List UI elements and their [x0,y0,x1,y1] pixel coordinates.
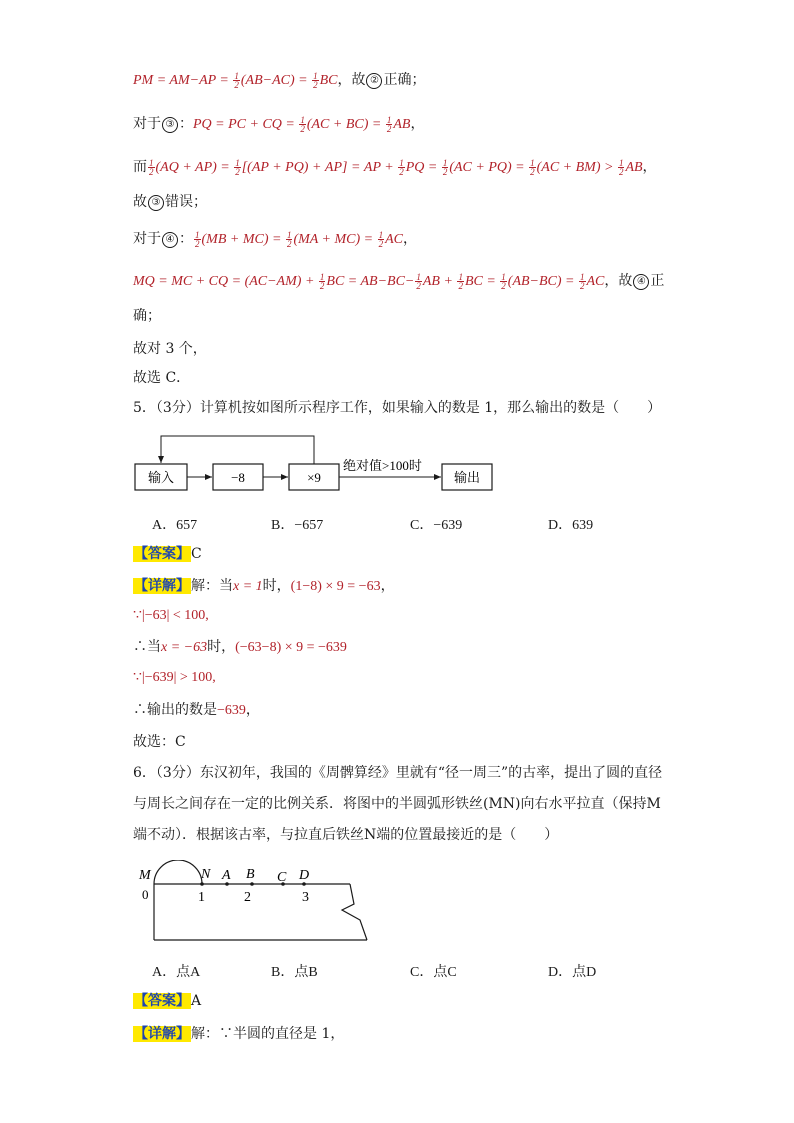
flow-input-label: 输入 [147,470,175,485]
svg-text:2: 2 [244,890,251,905]
circled-three: ③ [148,195,164,211]
q6-option-c: C．点C [410,965,457,980]
q5-answer: 【答案】C [134,546,202,562]
solution-line-3-intro: 对于 ③ ：PQ = PC + CQ = $\frac{1}{2}$ (AC + BC) = $\frac{1}{2}$ AB， [133,114,425,134]
q5-detail-line1: 【详解】解：当x = 1时，(1−8) × 9 = −63， [134,578,395,594]
q6-option-a: A．点A [152,965,201,980]
point-b [250,882,254,886]
q5-stem: 5．（3分）计算机按如图所示程序工作，如果输入的数是 1，那么输出的数是（ ） [133,400,662,416]
point-n [200,882,204,886]
circled-four: ④ [633,274,649,290]
svg-text:C: C [277,870,287,885]
q6-detail-line1: 【详解】解：∵半圆的直径是 1， [134,1026,345,1042]
solution-line-4-intro: 对于 ④ ： $\frac{1}{2}$ (MB + MC) = $\frac{1}{2}$ (MA + MC) = $\frac{1}{2}$ AC， [133,229,418,249]
svg-text:N: N [201,867,211,882]
svg-text:A: A [222,868,231,883]
svg-text:3: 3 [302,890,309,905]
svg-text:M: M [139,868,151,883]
answer-tag: 【答案】 [134,993,190,1009]
q5-option-b: B．−657 [271,518,324,533]
q6-stem-line1: 6．（3分）东汉初年，我国的《周髀算经》里就有“径一周三”的古率，提出了圆的直径 [133,765,663,781]
flow-minus8-label: −8 [231,470,245,485]
q5-option-c: C．−639 [410,518,463,533]
q6-answer: 【答案】A [134,993,202,1009]
solution-line-count: 故对 3 个， [133,341,207,357]
flow-condition-label: 绝对值>100时 [343,458,422,473]
solution-line-mq: MQ = MC + CQ = (AC−AM) + $\frac{1}{2}$ BC = AB−BC− $\frac{1}{2}$ AB + $\frac{1}{2}$ BC = $\frac{1}{2}$ (AB−BC) = $\frac{1}{2}$ AC，故 ④ 正 [133,271,665,291]
solution-line-choice: 故选 C． [133,370,191,386]
svg-text:0: 0 [142,887,149,902]
q5-detail-line4: ∵|−639| > 100, [133,670,216,685]
q5-detail-line2: ∵|−63| < 100, [133,608,209,623]
detail-tag: 【详解】 [134,1026,190,1042]
q5-flowchart [125,428,505,498]
answer-tag: 【答案】 [134,546,190,562]
q6-figure [132,860,377,945]
svg-text:D: D [299,868,310,883]
detail-tag: 【详解】 [134,578,190,594]
solution-line-3-compare: 而 $\frac{1}{2}$ (AQ + AP) = $\frac{1}{2}$ [(AP + PQ) + AP] = AP + $\frac{1}{2}$ PQ = $\frac{1}{2}$ (AC + PQ) = $\frac{1}{2}$ (AC + BM) > $\frac{1}{2}$ AB， [133,157,657,177]
circled-three: ③ [162,117,178,133]
q5-detail-line6: 故选：C [133,734,186,750]
circled-four: ④ [162,232,178,248]
flow-times9-label: ×9 [307,470,321,485]
semicircle-wire [154,860,202,884]
q6-option-d: D．点D [548,965,597,980]
svg-text:B: B [246,867,255,882]
solution-line-pm: PM = AM−AP = $\frac{1}{2}$ (AB−AC) = $\frac{1}{2}$ BC，故 ② 正确； [133,71,426,91]
q6-stem-line2: 与周长之间存在一定的比例关系．将图中的半圆弧形铁丝(MN)向右水平拉直（保持M [133,796,661,812]
solution-line-3-wrong: 故 ③ 错误； [133,194,207,210]
q5-option-a: A．657 [152,518,198,533]
q5-detail-line5: ∴输出的数是−639， [133,702,260,718]
flow-output-label: 输出 [453,470,481,485]
svg-text:1: 1 [198,890,205,905]
q5-detail-line3: ∴当x = −63时，(−63−8) × 9 = −639 [133,639,347,655]
circled-two: ② [366,73,382,89]
q6-stem-line3: 端不动）．根据该古率，与拉直后铁丝N端的位置最接近的是（ ） [133,827,559,843]
q5-option-d: D．639 [548,518,594,533]
solution-line-correct: 确； [133,308,161,324]
q6-option-b: B．点B [271,965,318,980]
